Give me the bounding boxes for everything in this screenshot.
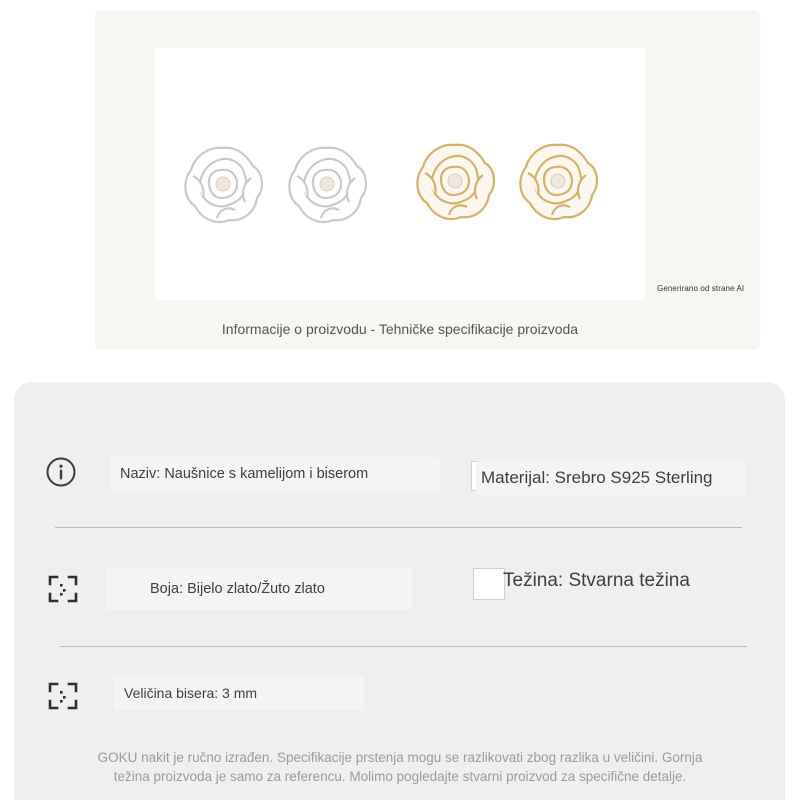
scan-frame-icon [47, 574, 79, 604]
spec-name-text: Naziv: Naušnice s kamelijom i biserom [120, 466, 369, 482]
disclaimer-line-2: težina proizvoda je samo za referencu. Molimo pogledajte stvarni proizvod za specifične detalje. [113, 769, 687, 784]
earrings-illustration [155, 48, 645, 300]
section-caption: Informacije o proizvodu - Tehničke specifikacije proizvoda [221, 321, 579, 337]
earring-yellow-gold-right [520, 145, 597, 219]
row-divider [60, 646, 747, 647]
spec-material [476, 461, 746, 495]
disclaimer-note [30, 748, 770, 786]
spec-material-text: Materijal: Srebro S925 Sterling [481, 468, 713, 487]
earring-white-gold-right [289, 148, 366, 222]
spec-weight [501, 563, 744, 599]
ai-generated-badge: Generirano od strane AI [657, 284, 745, 293]
spec-color-text: Boja: Bijelo zlato/Žuto zlato [150, 581, 325, 597]
earring-white-gold-left [185, 148, 262, 222]
spec-color [106, 568, 412, 610]
spec-pearl-size-text: Veličina bisera: 3 mm [124, 685, 258, 701]
product-photo [155, 48, 645, 300]
row-divider [55, 527, 742, 528]
spec-weight-text: Težina: Stvarna težina [503, 570, 690, 591]
info-circle-icon [45, 456, 77, 488]
scan-frame-icon [47, 681, 79, 711]
disclaimer-line-1: GOKU nakit je ručno izrađen. Specifikacije prstenja mogu se razlikovati zbog razlika u veličini. Gornja [97, 750, 703, 765]
earring-yellow-gold-left [417, 145, 494, 219]
spec-pearl-size [114, 676, 364, 710]
spec-name [110, 457, 440, 493]
